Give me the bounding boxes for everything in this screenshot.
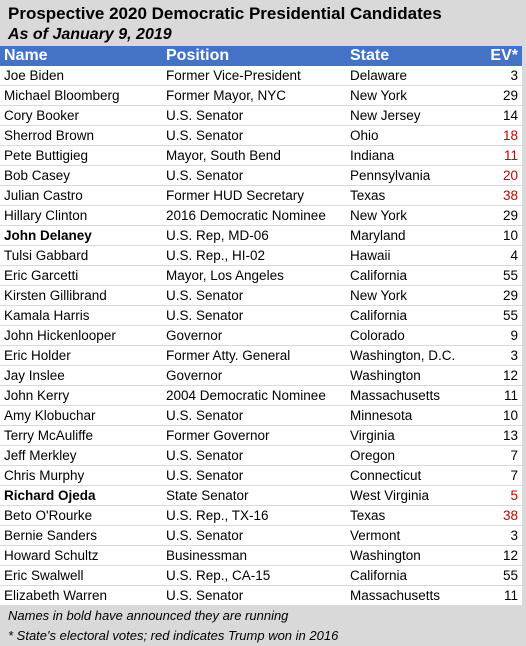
cell-state: Pennsylvania <box>346 166 486 186</box>
table-row <box>0 426 522 446</box>
cell-state: New Jersey <box>346 106 486 126</box>
cell-ev: 38 <box>486 506 522 526</box>
cell-name: Tulsi Gabbard <box>0 246 162 266</box>
table-row <box>0 346 522 366</box>
cell-name: Eric Swalwell <box>0 566 162 586</box>
cell-name: Richard Ojeda <box>0 486 162 506</box>
cell-ev: 10 <box>486 406 522 426</box>
cell-state: West Virginia <box>346 486 486 506</box>
cell-state: Maryland <box>346 226 486 246</box>
cell-name: Joe Biden <box>0 66 162 86</box>
cell-name: Bernie Sanders <box>0 526 162 546</box>
cell-name: John Hickenlooper <box>0 326 162 346</box>
cell-state: Minnesota <box>346 406 486 426</box>
cell-ev: 20 <box>486 166 522 186</box>
cell-state: California <box>346 266 486 286</box>
table-row <box>0 66 522 86</box>
table-row <box>0 286 522 306</box>
cell-ev: 4 <box>486 246 522 266</box>
table-row <box>0 186 522 206</box>
table-row <box>0 466 522 486</box>
table-row <box>0 526 522 546</box>
cell-position: Former Governor <box>162 426 346 446</box>
cell-ev: 29 <box>486 86 522 106</box>
cell-position: Former Vice-President <box>162 66 346 86</box>
table-row <box>0 386 522 406</box>
cell-position: Businessman <box>162 546 346 566</box>
cell-ev: 7 <box>486 466 522 486</box>
cell-ev: 7 <box>486 446 522 466</box>
table-row <box>0 86 522 106</box>
cell-name: Julian Castro <box>0 186 162 206</box>
cell-name: Elizabeth Warren <box>0 586 162 606</box>
table-row <box>0 206 522 226</box>
cell-ev: 11 <box>486 146 522 166</box>
cell-position: U.S. Rep., TX-16 <box>162 506 346 526</box>
cell-position: Governor <box>162 366 346 386</box>
cell-name: Kamala Harris <box>0 306 162 326</box>
table-row <box>0 406 522 426</box>
cell-name: Cory Booker <box>0 106 162 126</box>
ev-note: * State's electoral votes; red indicates Trump won in 2016 <box>8 628 339 643</box>
table-row <box>0 146 522 166</box>
cell-ev: 13 <box>486 426 522 446</box>
table-row <box>0 566 522 586</box>
cell-ev: 10 <box>486 226 522 246</box>
cell-position: Mayor, Los Angeles <box>162 266 346 286</box>
document-title: Prospective 2020 Democratic Presidential Candidates <box>8 4 442 23</box>
cell-name: Terry McAuliffe <box>0 426 162 446</box>
cell-state: Indiana <box>346 146 486 166</box>
cell-state: Virginia <box>346 426 486 446</box>
cell-position: Former Mayor, NYC <box>162 86 346 106</box>
table-row <box>0 506 522 526</box>
cell-position: State Senator <box>162 486 346 506</box>
cell-position: U.S. Senator <box>162 526 346 546</box>
cell-position: U.S. Senator <box>162 126 346 146</box>
cell-position: U.S. Senator <box>162 446 346 466</box>
cell-position: U.S. Senator <box>162 406 346 426</box>
cell-state: Colorado <box>346 326 486 346</box>
cell-name: Kirsten Gillibrand <box>0 286 162 306</box>
cell-ev: 12 <box>486 366 522 386</box>
table-row <box>0 306 522 326</box>
cell-ev: 9 <box>486 326 522 346</box>
cell-position: 2016 Democratic Nominee <box>162 206 346 226</box>
cell-position: U.S. Senator <box>162 466 346 486</box>
cell-position: U.S. Senator <box>162 286 346 306</box>
cell-ev: 3 <box>486 66 522 86</box>
cell-state: New York <box>346 206 486 226</box>
cell-state: Washington <box>346 546 486 566</box>
cell-state: Vermont <box>346 526 486 546</box>
cell-ev: 55 <box>486 306 522 326</box>
table-row <box>0 226 522 246</box>
cell-ev: 55 <box>486 266 522 286</box>
cell-name: Beto O'Rourke <box>0 506 162 526</box>
cell-state: New York <box>346 86 486 106</box>
table-row <box>0 106 522 126</box>
header-row <box>0 46 522 66</box>
candidates-table <box>0 46 522 606</box>
cell-position: U.S. Rep, MD-06 <box>162 226 346 246</box>
table-row <box>0 166 522 186</box>
cell-state: Massachusetts <box>346 586 486 606</box>
cell-state: Connecticut <box>346 466 486 486</box>
cell-state: Washington, D.C. <box>346 346 486 366</box>
cell-state: Hawaii <box>346 246 486 266</box>
cell-position: Former HUD Secretary <box>162 186 346 206</box>
table-row <box>0 246 522 266</box>
header-position: Position <box>162 46 346 66</box>
cell-position: U.S. Rep., HI-02 <box>162 246 346 266</box>
cell-ev: 3 <box>486 526 522 546</box>
cell-ev: 18 <box>486 126 522 146</box>
cell-ev: 3 <box>486 346 522 366</box>
table-row <box>0 126 522 146</box>
cell-name: Eric Garcetti <box>0 266 162 286</box>
table-row <box>0 266 522 286</box>
table-row <box>0 326 522 346</box>
cell-position: U.S. Senator <box>162 306 346 326</box>
cell-name: Sherrod Brown <box>0 126 162 146</box>
cell-name: John Delaney <box>0 226 162 246</box>
header-ev: EV* <box>486 46 522 66</box>
table-row <box>0 446 522 466</box>
cell-state: Texas <box>346 506 486 526</box>
table-row <box>0 486 522 506</box>
cell-position: Mayor, South Bend <box>162 146 346 166</box>
cell-name: Bob Casey <box>0 166 162 186</box>
header-name: Name <box>0 46 162 66</box>
cell-state: California <box>346 566 486 586</box>
cell-ev: 5 <box>486 486 522 506</box>
bold-note: Names in bold have announced they are running <box>8 608 289 623</box>
cell-position: U.S. Senator <box>162 166 346 186</box>
table-body <box>0 66 522 606</box>
cell-position: Former Atty. General <box>162 346 346 366</box>
cell-position: U.S. Rep., CA-15 <box>162 566 346 586</box>
cell-ev: 29 <box>486 286 522 306</box>
cell-position: 2004 Democratic Nominee <box>162 386 346 406</box>
cell-ev: 38 <box>486 186 522 206</box>
cell-position: Governor <box>162 326 346 346</box>
cell-name: Pete Buttigieg <box>0 146 162 166</box>
table-row <box>0 546 522 566</box>
cell-state: Oregon <box>346 446 486 466</box>
cell-name: Chris Murphy <box>0 466 162 486</box>
cell-name: Michael Bloomberg <box>0 86 162 106</box>
cell-name: Jeff Merkley <box>0 446 162 466</box>
cell-ev: 11 <box>486 386 522 406</box>
table-row <box>0 366 522 386</box>
cell-position: U.S. Senator <box>162 586 346 606</box>
cell-state: Delaware <box>346 66 486 86</box>
cell-ev: 12 <box>486 546 522 566</box>
cell-ev: 11 <box>486 586 522 606</box>
cell-ev: 29 <box>486 206 522 226</box>
header-state: State <box>346 46 486 66</box>
cell-name: Eric Holder <box>0 346 162 366</box>
cell-state: Ohio <box>346 126 486 146</box>
cell-state: Texas <box>346 186 486 206</box>
cell-name: Amy Klobuchar <box>0 406 162 426</box>
cell-state: California <box>346 306 486 326</box>
cell-position: U.S. Senator <box>162 106 346 126</box>
cell-name: John Kerry <box>0 386 162 406</box>
cell-name: Hillary Clinton <box>0 206 162 226</box>
table-row <box>0 586 522 606</box>
document-subtitle: As of January 9, 2019 <box>8 26 172 43</box>
cell-state: Massachusetts <box>346 386 486 406</box>
cell-state: Washington <box>346 366 486 386</box>
cell-ev: 55 <box>486 566 522 586</box>
cell-state: New York <box>346 286 486 306</box>
cell-name: Howard Schultz <box>0 546 162 566</box>
cell-name: Jay Inslee <box>0 366 162 386</box>
cell-ev: 14 <box>486 106 522 126</box>
